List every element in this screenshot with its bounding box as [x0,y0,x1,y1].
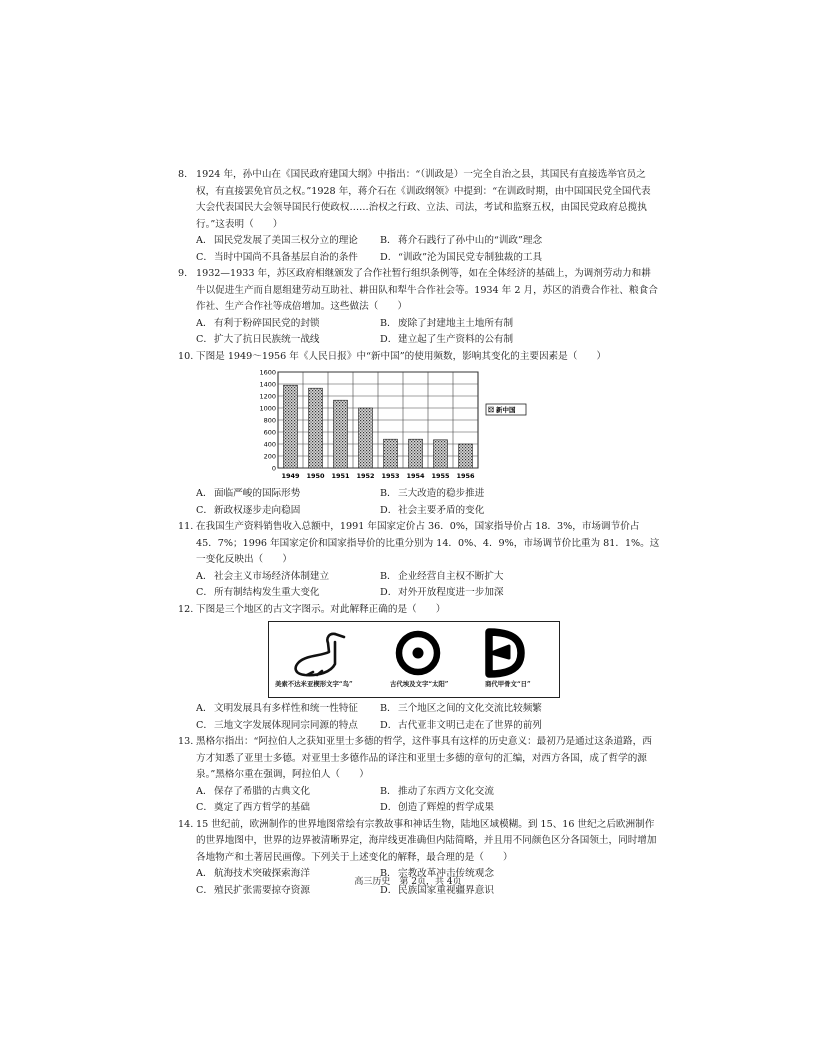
answer-options [178,569,660,602]
bar-1954 [409,439,423,468]
x-tick-label: 1956 [456,472,475,480]
x-tick-label: 1950 [306,472,325,480]
exam-page-content [178,167,660,899]
option-c[interactable]: C．扩大了抗日民族统一战线 [196,334,320,345]
caption-shang: 商代甲骨文“日” [485,680,531,688]
option-d[interactable]: D．古代亚非文明已走在了世界的前列 [380,719,542,731]
bar-1956 [459,444,473,468]
question-number: 12. [178,603,194,615]
option-c[interactable]: C．所有制结构发生重大变化 [196,587,320,598]
option-a[interactable]: A．保存了希腊的古典文化 [196,785,310,797]
option-d[interactable]: D．“训政”沦为国民党专制独裁的工具 [380,251,543,263]
answer-options [178,233,660,266]
question-number: 13. [178,736,194,747]
y-tick-label: 1000 [259,404,276,413]
y-tick-label: 1600 [259,368,276,377]
option-d[interactable]: D．创造了辉煌的哲学成果 [380,802,494,813]
x-tick-label: 1954 [406,472,425,480]
option-b[interactable]: B．企业经营自主权不断扩大 [380,570,504,582]
sun-glyph-icon [399,634,437,672]
question-stem: 黑格尔指出：“阿拉伯人之获知亚里士多德的哲学，这件事具有这样的历史意义：最初乃是通过这条道路，西方才知悉了亚里士多德。对亚里士多德作品的译注和亚里士多德的章句的汇编，对西方各国，成了哲学的源泉。”黑格尔重在强调，阿拉伯人（ ） [196,736,652,780]
option-c[interactable]: C．当时中国尚不具备基层自治的条件 [196,251,358,263]
answer-options [178,316,660,349]
question-8 [178,167,660,266]
option-b[interactable]: B．三个地区之间的文化交流比较频繁 [380,703,542,714]
option-b[interactable]: B．宗教改革冲击传统观念 [380,868,494,879]
question-stem: 1932—1933 年，苏区政府相继颁发了合作社暂行组织条例等，如在全体经济的基础上，为调剂劳动力和耕牛以促进生产而自愿组建劳动互助社、耕田队和犁牛合作社会等。1934 年 2 月，苏区的消费合作社、粮食合作社、生产合作社等成倍增加。这些做法（ ） [196,268,658,312]
option-a[interactable]: A．文明发展具有多样性和统一性特征 [196,703,358,714]
option-d[interactable]: D．对外开放程度进一步加深 [380,587,504,598]
option-d[interactable]: D．社会主要矛盾的变化 [380,504,485,516]
option-c[interactable]: C．三地文字发展体现同宗同源的特点 [196,719,358,731]
question-stem: 下图是三个地区的古文字图示。对此解释正确的是（ ） [196,603,446,615]
caption-mesopotamia: 美索不达米亚楔形文字“鸟” [275,680,353,688]
sun-oracle-glyph-icon [489,632,521,674]
legend-label: 新中国 [496,406,516,415]
page-footer: 高三历史 第 2页，共 4页 [354,877,462,887]
option-b[interactable]: B．蒋介石践行了孙中山的“训政”理念 [380,235,543,246]
option-b[interactable]: B．废除了封建地主土地所有制 [380,317,514,329]
legend-swatch [489,407,494,412]
option-a[interactable]: A．有利于粉碎国民党的封锁 [196,317,320,329]
question-stem: 1924 年，孙中山在《国民政府建国大纲》中指出：“（训政是）一完全自治之县，其国民有直接选举官员之权，有直接罢免官员之权。”1928 年，蒋介石在《训政纲领》中提到：“在训政时期，由中国国民党全国代表大会代表国民大会领导国民行使政权……治权之行政、立法、司法，考试和监察五权，由国民党政府总揽执行。”这表明（ ） [196,169,651,230]
x-tick-label: 1955 [431,472,450,480]
answer-options [178,784,660,817]
answer-options [178,701,660,734]
bar-1951 [334,400,348,468]
option-d[interactable]: D．民族国家重视疆界意识 [380,884,494,896]
option-b[interactable]: B．推动了东西方文化交流 [380,785,494,797]
question-stem: 在我国生产资料销售收入总额中，1991 年国家定价占 36．0%，国家指导价占 18．3%，市场调节价占 45．7%；1996 年国家定价和国家指导价的比重分别为 14．0%、4．9%，市场调节价比重为 81．1%。这一变化反映出（ ） [196,521,660,565]
option-d[interactable]: D．建立起了生产资料的公有制 [380,334,514,345]
y-tick-label: 0 [271,464,276,473]
question-number: 10. [178,350,194,362]
caption-egypt: 古代埃及文字“太阳” [390,680,449,688]
question-13 [178,734,660,817]
question-number: 8. [178,169,188,180]
y-tick-label: 800 [263,416,276,425]
y-tick-label: 400 [263,440,276,449]
option-a[interactable]: A．面临严峻的国际形势 [196,488,301,499]
answer-options [178,486,660,519]
option-a[interactable]: A．国民党发展了美国三权分立的理论 [196,235,358,246]
y-tick-label: 200 [263,452,276,461]
option-c[interactable]: C．新政权逐步走向稳固 [196,504,301,516]
question-stem: 下图是 1949～1956 年《人民日报》中“新中国”的使用频数，影响其变化的主要因素是（ ） [196,350,607,362]
usage-frequency-chart [178,366,660,484]
question-number: 14. [178,818,194,830]
y-tick-label: 1400 [259,380,276,389]
bar-chart-svg [252,366,552,484]
question-stem: 15 世纪前，欧洲制作的世界地图常绘有宗教故事和神话生物，陆地区域模糊。到 15、16 世纪之后欧洲制作的世界地图中，世界的边界被清晰界定，海岸线更准确但内陆简略，并且用不同颜色区分各国领土，同时增加各地物产和土著居民画像。下列关于上述变化的解释，最合理的是（ ） [196,818,657,863]
bar-1955 [434,440,448,468]
option-c[interactable]: C．奠定了西方哲学的基础 [196,802,310,813]
bar-1953 [384,439,398,468]
question-number: 9. [178,268,188,279]
question-11 [178,519,660,602]
option-b[interactable]: B．三大改造的稳步推进 [380,488,485,499]
question-10 [178,349,660,520]
x-tick-label: 1949 [281,472,300,480]
option-a[interactable]: A．社会主义市场经济体制建立 [196,570,330,582]
y-tick-label: 1200 [259,392,276,401]
x-tick-label: 1951 [331,472,350,480]
y-tick-label: 600 [263,428,276,437]
bar-1952 [359,408,373,468]
question-12 [178,602,660,735]
x-tick-label: 1952 [356,472,375,480]
option-c[interactable]: C．殖民扩张需要掠夺资源 [196,884,310,896]
bar-1949 [284,385,298,468]
bar-1950 [309,388,323,468]
question-9 [178,266,660,349]
question-number: 11. [178,521,194,532]
ancient-scripts-figure [268,621,560,698]
bird-glyph-icon [296,634,344,675]
x-tick-label: 1953 [381,472,400,480]
option-a[interactable]: A．航海技术突破探索海洋 [196,868,310,879]
